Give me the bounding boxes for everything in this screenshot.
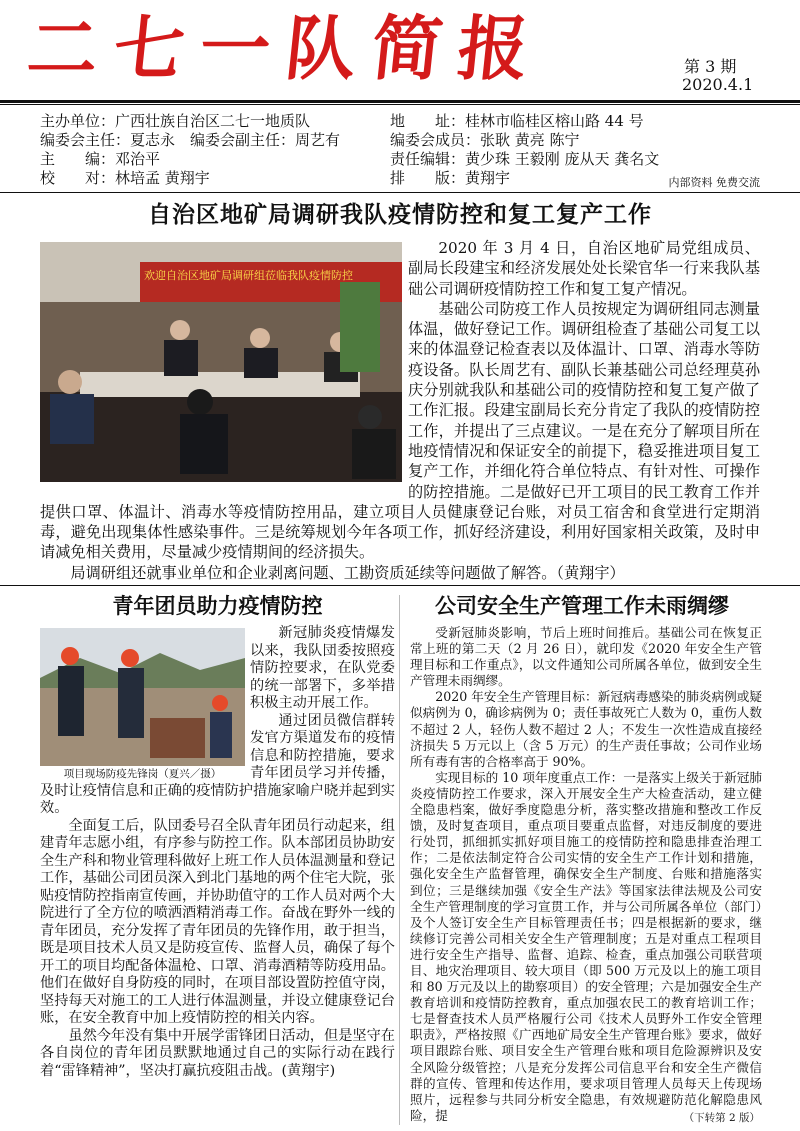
issue-block	[682, 58, 753, 94]
article3-paragraph: 实现目标的 10 项年度重点工作：一是落实上级关于新冠肺炎疫情防控工作要求，深入开展安全生产大检查活动，建立健全隐患档案，做好季度隐患分析，落实整改措施和整改工作反馈，及时复查项目，重点项目要重点监督，对违反制度的要进行处罚，抓细抓实抓好项目施工的疫情防控和隐患排查治理工作；二是依法制定符合公司实情的安全生产工作计划和措施，强化安全生产监督管理，确保安全生产制度、台账和措施落实到位；三是继续加强《安全生产法》等国家法律法规及公司安全生产管理制度的学习宣贯工作，并与公司所属各单位（部门）及个人签订安全生产目标管理责任书；四是根据新的要求，继续修订完善公司相关安全生产管理制度；五是对重点工程项目进行安全生产指导、监督、追踪、检查，重点加强公司联营项目、地灾治理项目、较大项目（即 500 万元及以上的施工项目和 80 万元及以上的勘察项目）的安全管理；六是加强安全生产教育培训和疫情防控教育，重点加强农民工的教育培训工作；七是督查技术人员严格履行公司《技术人员野外工作安全管理职责》，严格按照《广西地矿局安全生产管理台账》要求，做好项目跟踪台账、项目安全生产管理台账和项目危险源辨识及安全风险分级管控；八是充分发挥公司信息平台和安全生产微信群的宣传、管理和传达作用，要求项目管理人员每天上传现场照片，远程参与共同分析安全隐患，有效规避防范化解隐患风险，提	[410, 769, 762, 1123]
article1-headline: 自治区地矿局调研我队疫情防控和复工复产工作	[148, 201, 652, 228]
article2-paragraph: 新冠肺炎疫情爆发以来，我队団委按照疫情防控要求，在队党委的统一部署下，多举措积极主动开展工作。	[250, 625, 395, 711]
info-row	[40, 131, 800, 150]
article1-paragraph: 局调研组还就事业单位和企业剥离问题、工勘资质延续等问题做了解答。（黄翔宇）	[70, 563, 625, 582]
article1-paragraph: 基础公司防疫工作人员按规定为调研组同志测量体温，做好登记工作。调研组检查了基础公司复工以来的体温登记检查表以及体温计、口罩、消毒水等防疫设备。队长周艺有、副队长兼基础公司总经理莫孙庆分别就我队和基础公司的疫情防控和复工复产做了工作汇报。段建宝副局长充分肯定了我队的疫情防控工作，并提出了三点建议。一是在充分了解项目所在地疫情情况和保证安全的前提下，稳妥推进项目复工复产工作，并细化符合单位特点、有针对性、可操作的防控措施。二是做好已开工项目的民工教育工作并提供口罩、体温计、消毒水等疫情防控用品，建立项目人员健康登记台账，对员工宿舍和食堂进行定期消毒，避免出现集体性感染事件。三是统筹规划今年各项工作，抓好经济建设，利用好国家相关政策，及时申请减免相关费用，尽量减少疫情期间的经济损失。	[40, 299, 760, 562]
info-address: 地 址：桂林市临桂区榕山路 44 号	[390, 112, 644, 130]
info-row	[40, 150, 800, 169]
continued-notice: （下转第 2 版）	[683, 1112, 760, 1124]
info-committee-members: 编委会成员：张耿 黄亮 陈宁	[390, 131, 580, 149]
info-row	[40, 169, 800, 188]
info-committee-director: 编委会主任：夏志永 编委会副主任：周艺有	[40, 131, 341, 149]
article3-paragraph: 2020 年安全生产管理目标：新冠病毒感染的肺炎病例或疑似病例为 0，确诊病例为 0；责任事故死亡人数为 0，重伤人数不超过 2 人，轻伤人数不超过 2 人；不发生一次性造成直接经济损失 5 万元以上（含 5 万元）的生产责任事故；公司作业场所有毒有害的合格率高于 90%。	[410, 689, 762, 769]
issue-number: 第 3 期	[684, 57, 737, 76]
article3-headline: 公司安全生产管理工作未雨绸缪	[435, 594, 729, 618]
masthead-rule	[0, 100, 800, 103]
issue-date: 2020.4.1	[682, 75, 754, 94]
info-publisher: 主办单位：广西壮族自治区二七一地质队	[40, 112, 311, 130]
article1-paragraph: 2020 年 3 月 4 日，自治区地矿局党组成员、副局长段建宝和经济发展处处长梁官华一行来我队基础公司调研疫情防控工作和复工复产情况。	[408, 239, 760, 298]
article2-paragraph: 通过团员微信群转发官方渠道发布的疫情信息和防控措施，要求青年团员学习并传播，及时让疫情信息和正确的疫情防护措施家喻户晓并起到实效。	[40, 712, 395, 816]
photo-spacer	[40, 625, 250, 782]
info-typesetter: 排 版：黄翔宇	[390, 169, 511, 187]
internal-note: 内部资料 免费交流	[668, 176, 760, 189]
masthead-rule-thin	[0, 104, 800, 105]
photo-banner-text: 欢迎自治区地矿局调研组莅临我队疫情防控	[144, 269, 353, 282]
editorial-info	[40, 112, 800, 188]
info-proofreader: 校 对：林培孟 黄翔宇	[40, 169, 210, 187]
article2-headline: 青年团员助力疫情防控	[112, 594, 323, 618]
article3-body	[410, 625, 762, 1124]
section-rule	[0, 585, 800, 586]
info-rule	[0, 192, 800, 193]
article2-paragraph: 全面复工后，队団委号召全队青年团员行动起来，组建青年志愿小组，有序参与防控工作。队本部团员协助安全生产科和物业管理科做好上班工作人员体温测量和登记工作，基础公司团员深入到北门基地的两个住宅大院，张贴疫情防控指南宣传画，并协助值守的工作人员对两个大院进行了全方位的喷洒酒精消毒工作。奋战在野外一线的青年团员，充分发挥了青年团员的先锋作用，敢于担当，既是项目技术人员又是防疫宣传、监督人员，确保了每个开工的项目均配备体温枪、口罩、消毒酒精等防疫用品。他们在做好自身防疫的同时，在项目部设置防控值守岗，坚持每天对施工的工人进行体温测量，并设立健康登记台账，在安全教育中加上疫情防控的相关内容。	[40, 817, 395, 1026]
photo-caption: 项目现场防疫先锋岗（夏兴／摄）	[63, 768, 222, 780]
photo-spacer	[40, 238, 408, 482]
info-row	[40, 112, 800, 131]
column-divider	[399, 595, 400, 1125]
article2-body	[40, 625, 395, 1080]
article2-paragraph: 虽然今年没有集中开展学雷锋团日活动，但是坚守在各自岗位的青年团员默默地通过自己的实际行动在践行着“雷锋精神”，坚决打赢抗疫阻击战。(黄翔宇)	[40, 1027, 395, 1079]
article1-body	[40, 238, 760, 583]
info-chief-editor: 主 编：邓治平	[40, 150, 161, 168]
article3-paragraph: 受新冠肺炎影响，节后上班时间推后。基础公司在恢复正常上班的第二天（2 月 26 日），就印发《2020 年安全生产管理目标和工作重点》，以文件通知公司所属各单位，做到安全生产管理未雨绸缪。	[410, 625, 762, 689]
info-responsible-editors: 责任编辑：黄少珠 王毅刚 庞从天 龚名文	[390, 150, 660, 168]
newsletter-masthead: 二七一队简报	[23, 7, 549, 90]
